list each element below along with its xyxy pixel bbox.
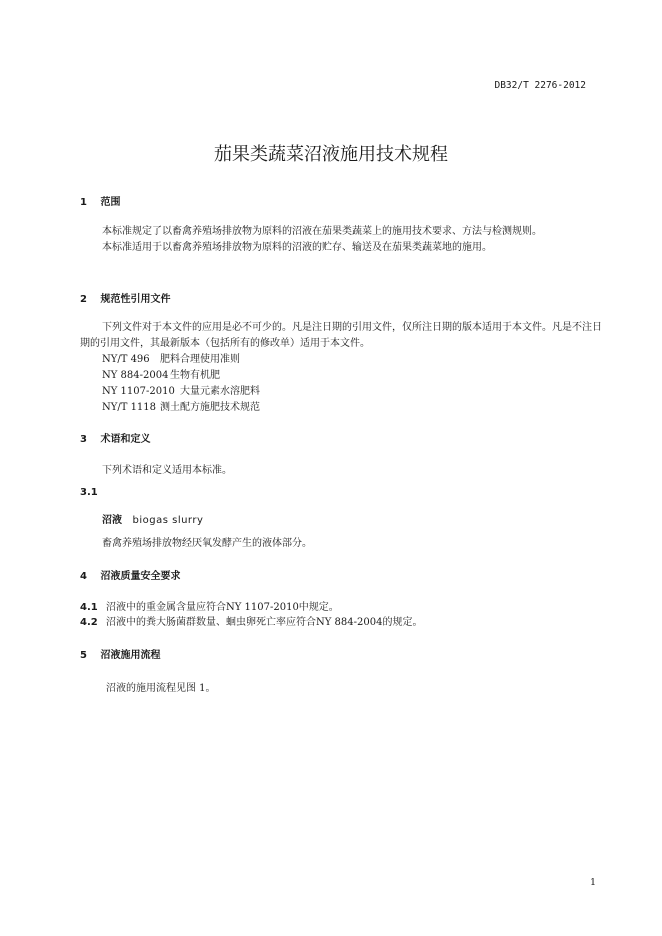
- paragraph: 本标准规定了以畜禽养殖场排放物为原料的沼液在茄果类蔬菜上的施用技术要求、方法与检测规则。: [102, 226, 542, 237]
- reference-code: NY/T 496: [102, 354, 150, 365]
- doc-code: DB32/T 2276-2012: [494, 80, 586, 91]
- section-3-heading: [80, 430, 150, 445]
- page-number: 1: [589, 877, 596, 888]
- reference-item: [102, 400, 260, 416]
- section-title: 规范性引用文件: [100, 294, 171, 305]
- clause-text: 沼液中的重金属含量应符合NY 1107-2010中规定。: [106, 602, 339, 613]
- reference-item: [102, 368, 260, 384]
- section-5-heading: [80, 646, 160, 661]
- reference-name: 测土配方施肥技术规范: [160, 402, 260, 413]
- clause-text: 沼液中的粪大肠菌群数量、蛔虫卵死亡率应符合NY 884-2004的规定。: [106, 617, 423, 628]
- section-number: 5: [80, 650, 87, 661]
- reference-name: 生物有机肥: [170, 370, 220, 381]
- section-1-body: [80, 224, 602, 256]
- term-en: biogas slurry: [132, 515, 204, 526]
- section-1-heading: [80, 193, 120, 208]
- section-title: 术语和定义: [100, 434, 151, 445]
- term-definition: 畜禽养殖场排放物经厌氧发酵产生的液体部分。: [102, 538, 312, 549]
- clause-4-2: [80, 613, 422, 628]
- section-title: 沼液质量安全要求: [100, 571, 181, 582]
- paragraph: 下列文件对于本文件的应用是必不可少的。凡是注日期的引用文件，仅所注日期的版本适用于本文件。凡是不注日期的引用文件，其最新版本（包括所有的修改单）适用于本文件。: [80, 322, 602, 349]
- section-5-body: 沼液的施用流程见图 1。: [106, 683, 216, 694]
- document-title: 茄果类蔬菜沼液施用技术规程: [214, 144, 448, 165]
- section-number: 2: [80, 294, 87, 305]
- reference-name: 肥料合理使用准则: [160, 354, 240, 365]
- section-2-heading: [80, 290, 170, 305]
- reference-item: [102, 352, 260, 368]
- section-number: 3: [80, 434, 87, 445]
- reference-list: [102, 352, 260, 416]
- reference-code: NY 1107-2010: [102, 386, 175, 397]
- section-4-heading: [80, 567, 180, 582]
- section-number: 1: [80, 197, 87, 208]
- section-3-intro: 下列术语和定义适用本标准。: [102, 465, 232, 476]
- clause-number: 4.2: [80, 617, 98, 628]
- section-number: 4: [80, 571, 87, 582]
- section-title: 沼液施用流程: [100, 650, 161, 661]
- subsection-number: 3.1: [80, 487, 98, 498]
- term-cn: 沼液: [102, 515, 122, 526]
- clause-number: 4.1: [80, 602, 98, 613]
- reference-item: [102, 384, 260, 400]
- term-entry: [102, 511, 203, 526]
- reference-code: NY/T 1118: [102, 402, 157, 413]
- clause-4-1: [80, 598, 339, 613]
- reference-name: 大量元素水溶肥料: [180, 386, 260, 397]
- reference-code: NY 884-2004: [102, 370, 169, 381]
- paragraph: 本标准适用于以畜禽养殖场排放物为原料的沼液的贮存、输送及在茄果类蔬菜地的施用。: [102, 242, 492, 253]
- section-2-body: [80, 320, 602, 352]
- section-title: 范围: [100, 197, 121, 208]
